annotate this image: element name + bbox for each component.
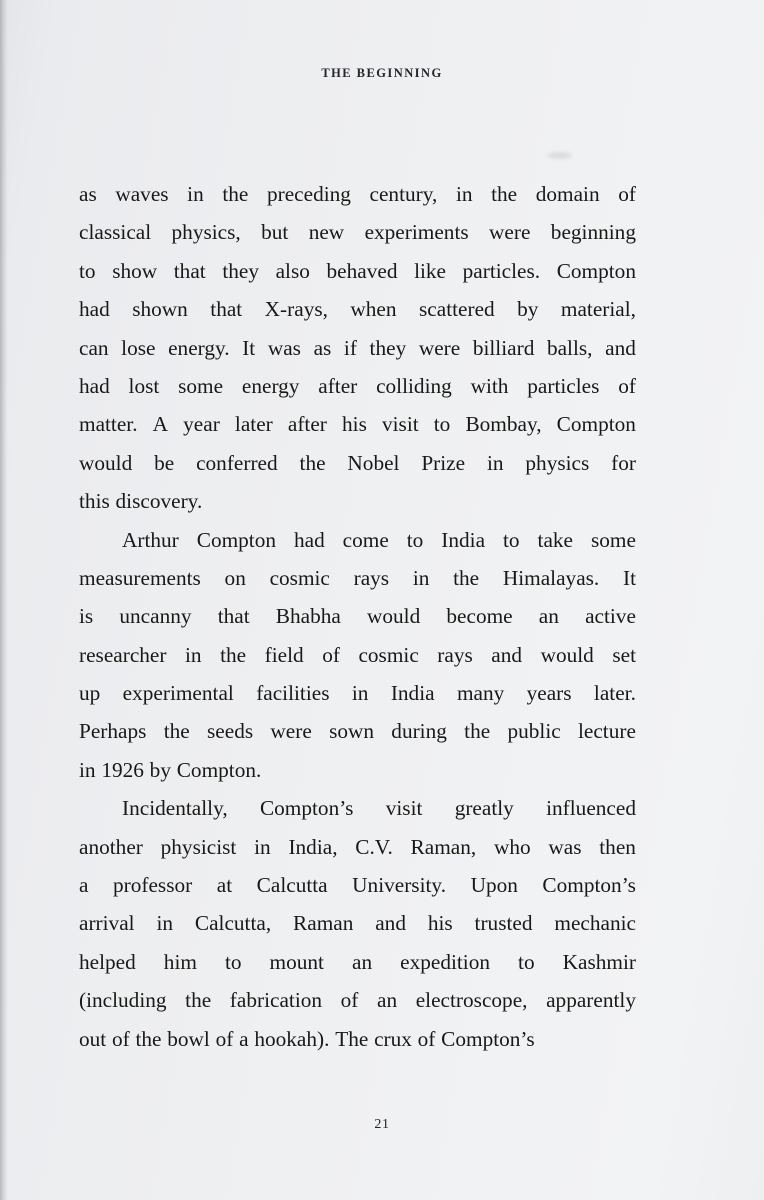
text-line: can lose energy. It was as if they were billiard balls, and — [79, 335, 636, 360]
body-text-block — [79, 175, 636, 1058]
paragraph — [79, 789, 636, 1058]
text-line: researcher in the field of cosmic rays and would set — [79, 642, 636, 667]
text-line: would be conferred the Nobel Prize in physics for — [79, 450, 636, 475]
text-line: this discovery. — [79, 489, 203, 514]
scan-showthrough-artifact — [548, 152, 572, 159]
text-line: measurements on cosmic rays in the Himalayas. It — [79, 565, 636, 590]
text-line: is uncanny that Bhabha would become an active — [79, 604, 636, 629]
text-line: out of the bowl of a hookah). The crux of Compton’s — [79, 1026, 535, 1051]
text-line: matter. A year later after his visit to Bombay, Compton — [79, 412, 636, 437]
text-line: classical physics, but new experiments were beginning — [79, 220, 636, 245]
text-line: in 1926 by Compton. — [79, 757, 262, 782]
page-number: 21 — [374, 1117, 390, 1132]
text-line: another physicist in India, C.V. Raman, who was then — [79, 834, 636, 859]
text-line: a professor at Calcutta University. Upon Compton’s — [79, 873, 636, 898]
text-line: helped him to mount an expedition to Kashmir — [79, 949, 636, 974]
text-line: to show that they also behaved like particles. Compton — [79, 258, 636, 283]
running-head: THE BEGINNING — [321, 66, 443, 80]
text-line: arrival in Calcutta, Raman and his trusted mechanic — [79, 911, 636, 936]
paragraph — [79, 521, 636, 790]
text-line: Arthur Compton had come to India to take some — [122, 527, 636, 552]
text-line: Perhaps the seeds were sown during the public lecture — [79, 719, 636, 744]
text-line: as waves in the preceding century, in the domain of — [79, 182, 636, 206]
paragraph — [79, 175, 636, 521]
text-line: had shown that X-rays, when scattered by material, — [79, 297, 636, 322]
text-line: Incidentally, Compton’s visit greatly influenced — [122, 796, 636, 821]
text-line: (including the fabrication of an electroscope, apparently — [79, 988, 636, 1013]
text-line: had lost some energy after colliding with particles of — [79, 373, 636, 398]
text-line: up experimental facilities in India many years later. — [79, 681, 636, 706]
